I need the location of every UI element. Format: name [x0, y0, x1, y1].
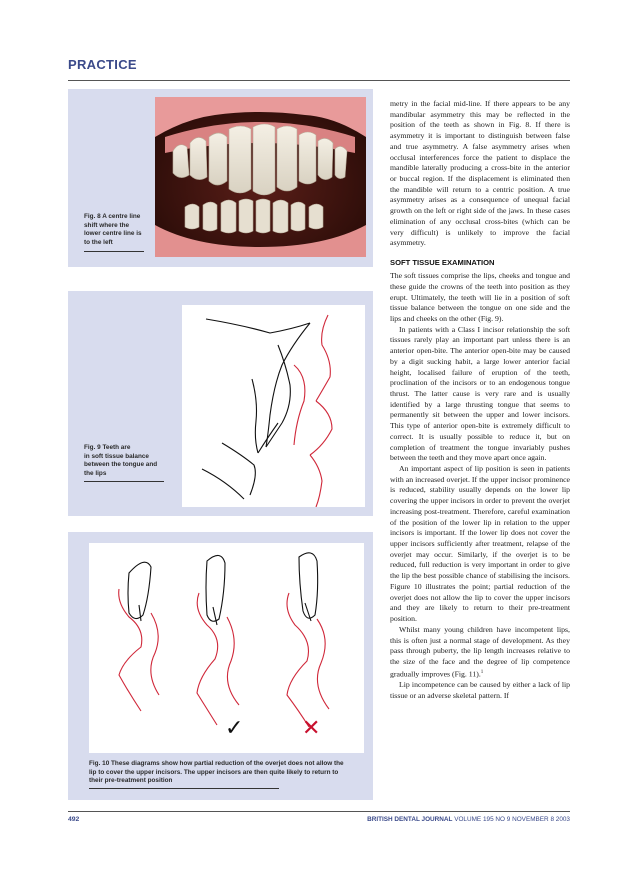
body-paragraph [390, 625, 570, 680]
page-number: 492 [68, 816, 80, 823]
section-heading: SOFT TISSUE EXAMINATION [390, 258, 495, 268]
figure-8-caption-rule [84, 251, 144, 252]
figure-10-caption [89, 760, 364, 786]
journal-issue: VOLUME 195 NO 9 NOVEMBER 8 2003 [452, 816, 570, 823]
figure-8-caption-line: lower centre line is [84, 230, 142, 238]
figure-8-teeth-photo [155, 97, 366, 257]
figure-10-caption-line: their pre-treatment position [89, 777, 173, 785]
journal-name: BRITISH DENTAL JOURNAL [367, 816, 453, 823]
body-paragraph: An important aspect of lip position is seen in patients with an increased overjet. If the upper incisor prominence is reduced, stability usually depends on the lower lip covering the upper incisors in order to prevent the overjet increasing post-treatment. Therefore, careful examination of the position of the lower lip in relation to the upper incisors is important. If the lower lip does not cover the upper incisors sufficiently after treatment, relapse of the overjet may occur. Similarly, if the overjet is to be reduced, full reduction is very important in order to give the lip the best possible chance of stabilising the incisors. Figure 10 illustrates the point; partial reduction of the overjet does not allow the lip to cover the upper incisors and they are likely to return to their pre-treatment position. [390, 464, 570, 624]
figure-8-caption [84, 213, 154, 247]
body-text-column [390, 99, 570, 701]
journal-citation [367, 816, 570, 823]
figure-9-diagram [182, 305, 365, 507]
check-icon: ✓ [225, 716, 244, 741]
figure-8-caption-line: Fig. 8 A centre line [84, 213, 141, 220]
figure-8-caption-line: shift where the [84, 221, 130, 229]
body-paragraph: In patients with a Class I incisor relationship the soft tissues rarely play an important part unless there is an anterior open-bite. The anterior open-bite may be caused by a digit sucking habit, a large lower anterior facial height, localised failure of eruption of the teeth, proclination of the incisors or to an endogenous tongue thrust. The latter cause is very rare and is usually identified by a large thrusting tongue that seems to permanently sit between the upper and lower incisors. This type of anterior open-bite is extremely difficult to correct. It is usually possible to reduce it, but on completion of treatment the tongue invariably pushes between the teeth and they move apart once again. [390, 324, 570, 463]
figure-8-caption-line: to the left [84, 238, 113, 246]
body-paragraph-text: Whilst many young children have incompetent lips, this is often just a normal stage of development. As they pass through puberty, the lip length increases relative to the size of the face and the degree of lip competence gradually improves (Fig. 11). [390, 624, 570, 679]
header-rule [68, 80, 570, 81]
body-paragraph: Lip incompetence can be caused by either a lack of lip tissue or an adverse skeletal pattern. If [390, 679, 570, 700]
figure-9-caption-line: the lips [84, 469, 107, 477]
reference-number: 1 [480, 669, 484, 675]
figure-9-caption [84, 444, 164, 478]
cross-icon: ✕ [302, 716, 321, 741]
figure-9-caption-line: between the tongue and [84, 461, 158, 469]
figure-9-caption-rule [84, 481, 164, 482]
figure-9-caption-line: Fig. 9 Teeth are [84, 444, 131, 451]
figure-10-caption-rule [89, 788, 279, 789]
section-header: PRACTICE [68, 57, 137, 72]
figure-10-caption-line: lip to cover the upper incisors. The upper incisors are then quite likely to return to [89, 768, 339, 776]
figure-9-caption-line: in soft tissue balance [84, 452, 149, 460]
figure-10-caption-line: Fig. 10 These diagrams show how partial reduction of the overjet does not allow the [89, 760, 344, 767]
footer-rule [68, 811, 570, 812]
body-paragraph: The soft tissues comprise the lips, cheeks and tongue and these guide the crowns of the teeth into position as they erupt. Ultimately, the teeth will lie in a position of soft tissue balance between the tongue on one side and the lips and cheeks on the other (Fig. 9). [390, 271, 570, 323]
body-paragraph: metry in the facial mid-line. If there appears to be any mandibular asymmetry this may be reflected in the position of the teeth as shown in Fig. 8. If there is asymmetry it is important to distinguish between false and true asymmetry. A false asymmetry arises when occlusal interferences force the patient to displace the mandible laterally producing a cross-bite in the anterior or buccal region. If the displacement is eliminated then the mandible will return to a centric position. A true asymmetry arises as a consequence of unequal facial growth on the left or right side of the jaws. In these cases elimination of any occlusal cross-bites (which can be very difficult) is unlikely to improve the facial asymmetry. [390, 99, 570, 248]
